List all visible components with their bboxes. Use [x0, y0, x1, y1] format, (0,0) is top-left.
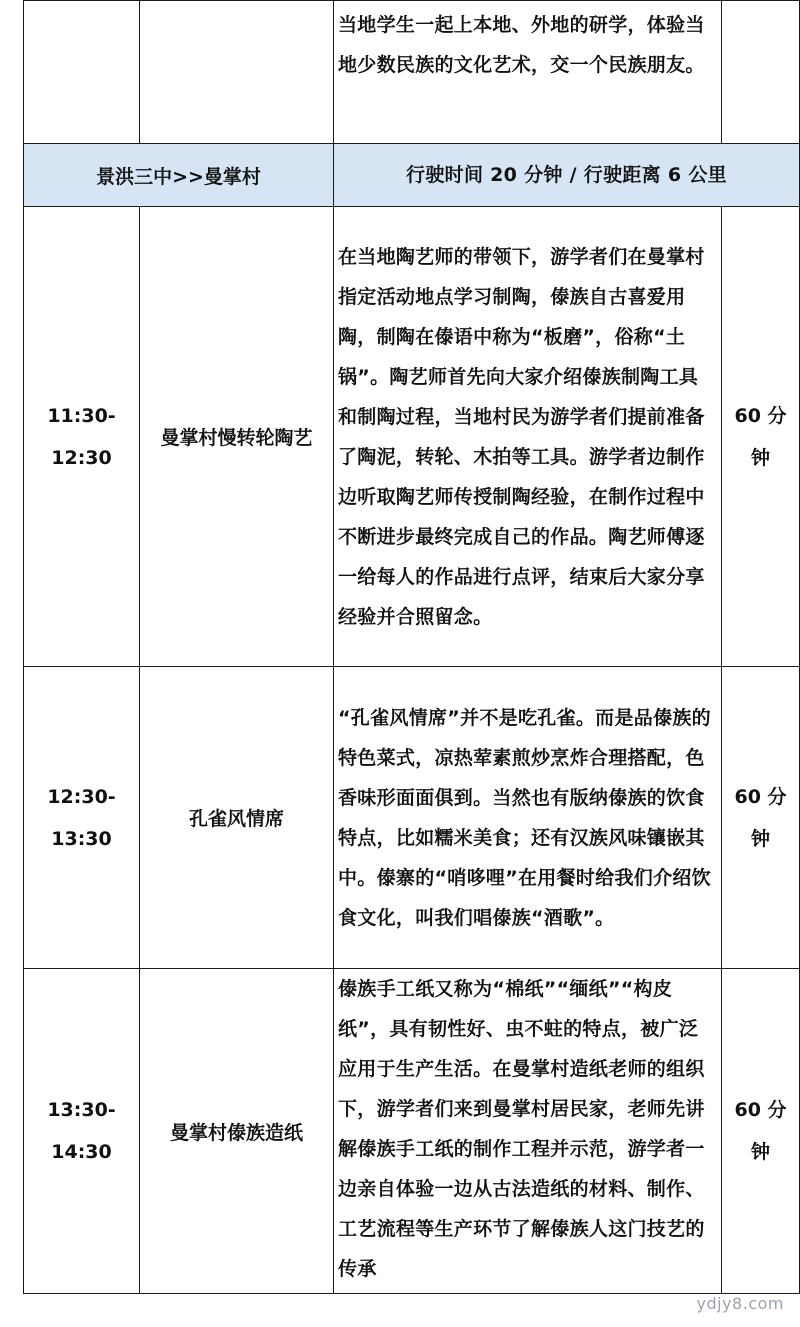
duration-value: 60 分 钟	[734, 404, 787, 469]
description-cell	[334, 667, 722, 969]
activity-name-cell	[140, 1, 334, 144]
duration-value: 60 分 钟	[734, 1099, 787, 1163]
activity-name-cell	[140, 207, 334, 667]
activity-name: 孔雀风情席	[188, 808, 284, 830]
route-info-cell	[334, 144, 800, 207]
activity-name: 曼掌村傣族造纸	[169, 1121, 303, 1144]
duration-cell	[722, 969, 800, 1294]
time-cell	[24, 207, 140, 667]
description-text: “孔雀风情席”并不是吃孔雀。而是品傣族的特色菜式，凉热荤素煎炒烹炸合理搭配，色香味形面面俱到。当然也有版纳傣族的饮食特点，比如糯米美食；还有汉族风味镶嵌其中。傣寨的“哨哆哩”在用餐时给我们介绍饮食文化，叫我们唱傣族“酒歌”。	[338, 706, 711, 929]
route-row	[24, 144, 800, 207]
description-cell	[334, 207, 722, 667]
description-text: 当地学生一起上本地、外地的研学，体验当地少数民族的文化艺术，交一个民族朋友。	[338, 14, 705, 76]
route-cell	[24, 144, 334, 207]
time-cell	[24, 667, 140, 969]
time-range: 12:30- 13:30	[47, 785, 116, 850]
time-range: 13:30- 14:30	[47, 1099, 116, 1163]
duration-cell	[722, 1, 800, 144]
table-row	[24, 1, 800, 144]
description-cell	[334, 969, 722, 1294]
time-cell	[24, 1, 140, 144]
description-cell	[334, 1, 722, 144]
description-text: 在当地陶艺师的带领下，游学者们在曼掌村指定活动地点学习制陶，傣族自古喜爱用陶，制陶在傣语中称为“板磨”，俗称“土锅”。陶艺师首先向大家介绍傣族制陶工具和制陶过程，当地村民为游学者们提前准备了陶泥，转轮、木拍等工具。游学者边制作边听取陶艺师传授制陶经验，在制作过程中不断进步最终完成自己的作品。陶艺师傅逐一给每人的作品进行点评，结束后大家分享经验并合照留念。	[338, 245, 705, 628]
description-text: 傣族手工纸又称为“棉纸”“缅纸”“构皮纸”，具有韧性好、虫不蛀的特点，被广泛应用于生产生活。在曼掌村造纸老师的组织下，游学者们来到曼掌村居民家，老师先讲解傣族手工纸的制作工程并示范，游学者一边亲自体验一边从古法造纸的材料、制作、工艺流程等生产环节了解傣族人这门技艺的传承	[338, 978, 705, 1280]
activity-name-cell	[140, 969, 334, 1294]
duration-cell	[722, 207, 800, 667]
watermark: ydjy8.com	[696, 1294, 784, 1313]
duration-value: 60 分 钟	[734, 785, 787, 850]
activity-name: 曼掌村慢转轮陶艺	[160, 427, 313, 449]
table-row	[24, 207, 800, 667]
route-label: 景洪三中>>曼掌村	[96, 165, 261, 188]
duration-cell	[722, 667, 800, 969]
table-row	[24, 667, 800, 969]
itinerary-table	[23, 0, 800, 1294]
table-row	[24, 969, 800, 1294]
time-range: 11:30- 12:30	[47, 404, 116, 469]
time-cell	[24, 969, 140, 1294]
activity-name-cell	[140, 667, 334, 969]
route-info: 行驶时间 20 分钟 / 行驶距离 6 公里	[406, 164, 727, 186]
